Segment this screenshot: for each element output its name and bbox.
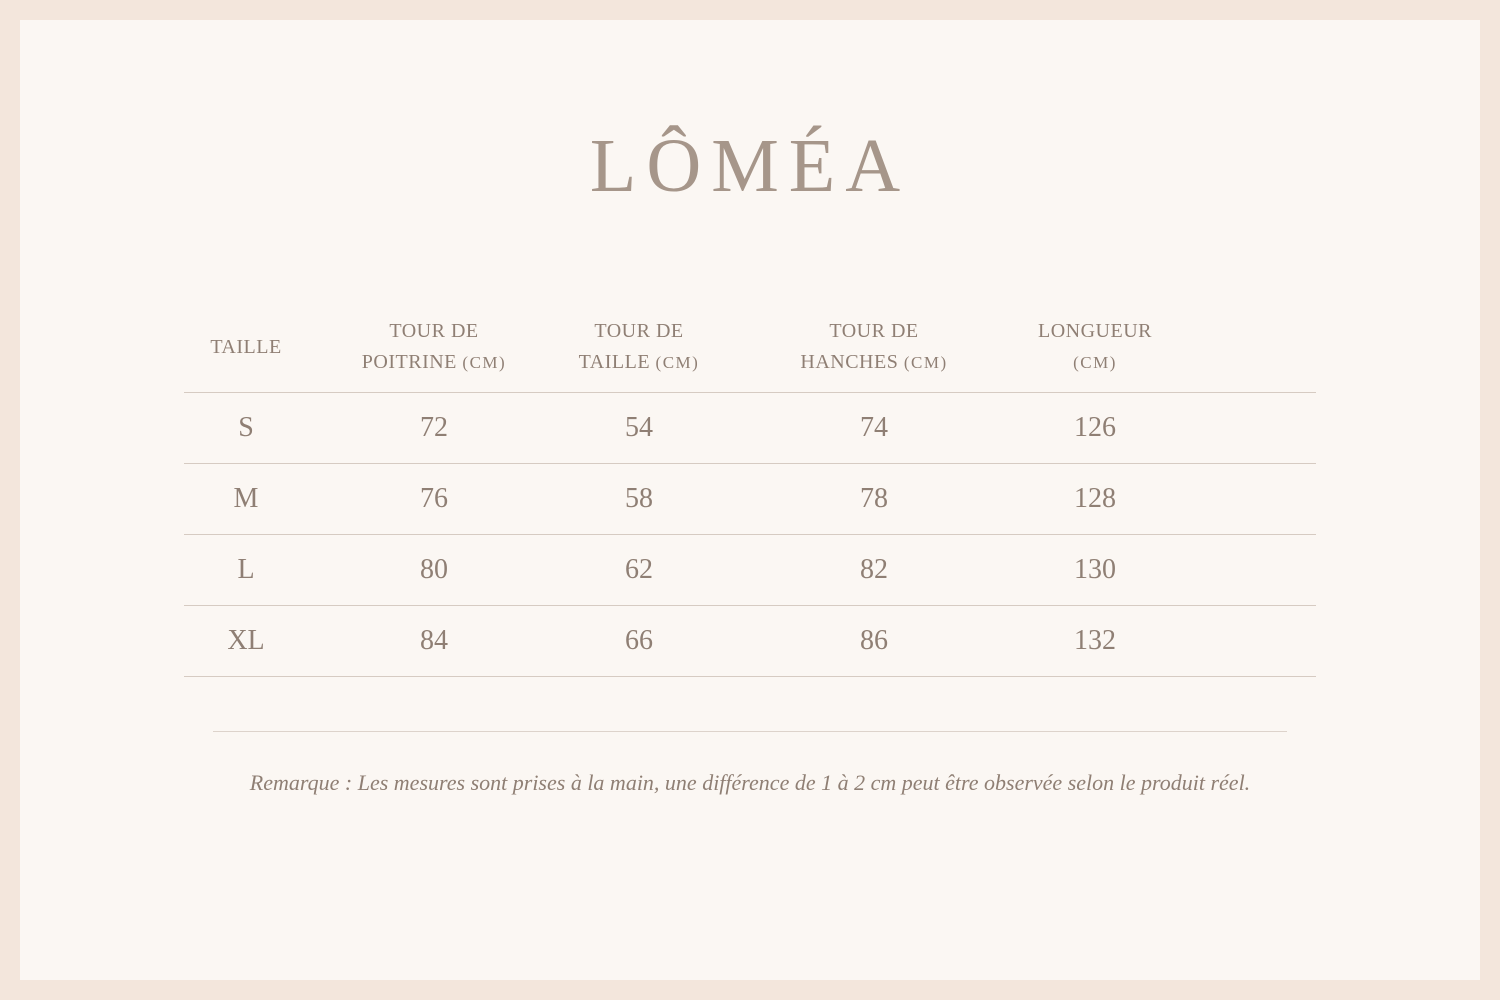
cell-size: S	[184, 393, 308, 464]
header-waist-unit: (CM)	[655, 353, 700, 372]
note-text: Les mesures sont prises à la main, une différence de 1 à 2 cm peut être observée selon le produit réel.	[357, 770, 1251, 795]
cell-waist: 66	[560, 606, 718, 677]
cell-size: M	[184, 464, 308, 535]
cell-spacer	[1160, 606, 1316, 677]
table-row	[184, 606, 1316, 677]
table-row	[184, 464, 1316, 535]
header-bust-line2: POITRINE	[361, 351, 457, 373]
cell-hips: 86	[718, 606, 1030, 677]
cell-hips: 74	[718, 393, 1030, 464]
header-size	[184, 302, 308, 393]
size-chart-table	[184, 302, 1316, 677]
cell-hips: 82	[718, 535, 1030, 606]
measurement-note	[20, 770, 1480, 796]
header-waist-line1: TOUR DE	[594, 320, 684, 342]
header-bust	[308, 302, 560, 393]
cell-spacer	[1160, 393, 1316, 464]
table-row	[184, 535, 1316, 606]
header-length-unit: (CM)	[1073, 353, 1117, 372]
cell-waist: 54	[560, 393, 718, 464]
cell-hips: 78	[718, 464, 1030, 535]
header-length	[1030, 302, 1160, 393]
cell-spacer	[1160, 464, 1316, 535]
header-size-label: TAILLE	[210, 335, 282, 358]
cell-size: XL	[184, 606, 308, 677]
table-row	[184, 393, 1316, 464]
header-hips	[718, 302, 1030, 393]
table-header-row	[184, 302, 1316, 393]
header-bust-unit: (CM)	[462, 353, 507, 372]
cell-waist: 62	[560, 535, 718, 606]
note-divider	[213, 731, 1287, 732]
cell-bust: 80	[308, 535, 560, 606]
cell-spacer	[1160, 535, 1316, 606]
header-length-line1: LONGUEUR	[1038, 320, 1152, 342]
cell-length: 128	[1030, 464, 1160, 535]
header-spacer	[1160, 302, 1316, 393]
cell-waist: 58	[560, 464, 718, 535]
header-bust-line1: TOUR DE	[389, 320, 479, 342]
note-label: Remarque :	[249, 770, 353, 795]
header-waist-line2: TAILLE	[578, 351, 651, 373]
cell-size: L	[184, 535, 308, 606]
cell-length: 130	[1030, 535, 1160, 606]
cell-length: 126	[1030, 393, 1160, 464]
brand-logo: LÔMÉA	[589, 124, 911, 208]
cell-length: 132	[1030, 606, 1160, 677]
header-hips-line1: TOUR DE	[829, 320, 919, 342]
cell-bust: 72	[308, 393, 560, 464]
header-hips-line2: HANCHES	[800, 351, 899, 373]
header-hips-unit: (CM)	[903, 353, 948, 372]
cell-bust: 84	[308, 606, 560, 677]
cell-bust: 76	[308, 464, 560, 535]
size-guide-card	[20, 20, 1480, 980]
header-waist	[560, 302, 718, 393]
